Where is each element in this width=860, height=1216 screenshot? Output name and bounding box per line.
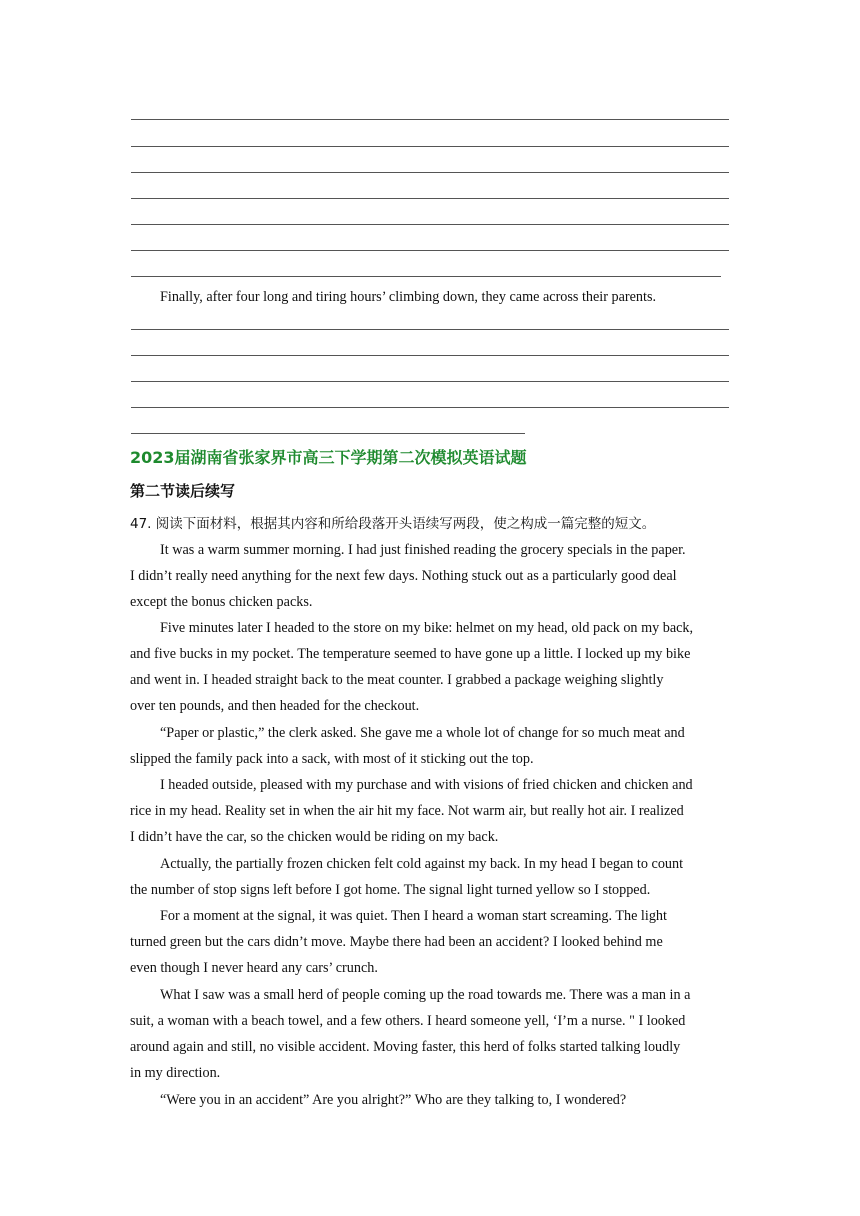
passage-line: For a moment at the signal, it was quiet. Then I heard a woman start screaming. The light	[160, 908, 667, 924]
question-instruction: 47. 阅读下面材料，根据其内容和所给段落开头语续写两段，使之构成一篇完整的短文。	[130, 516, 656, 532]
answer-line	[131, 433, 525, 434]
passage-line: and five bucks in my pocket. The temperature seemed to have gone up a little. I locked up my bike	[130, 646, 691, 662]
answer-line	[131, 224, 729, 225]
answer-line	[131, 329, 729, 330]
section-heading: 第二节读后续写	[130, 482, 236, 500]
passage-line: Actually, the partially frozen chicken felt cold against my back. In my head I began to count	[160, 856, 684, 872]
passage-line: I didn’t really need anything for the next few days. Nothing stuck out as a particularly good deal	[130, 568, 677, 584]
passage-line: and went in. I headed straight back to the meat counter. I grabbed a package weighing slightly	[130, 672, 664, 688]
answer-line	[131, 250, 729, 251]
passage-line: “Paper or plastic,” the clerk asked. She gave me a whole lot of change for so much meat and	[160, 725, 685, 741]
passage-line: except the bonus chicken packs.	[130, 594, 313, 610]
answer-line	[131, 355, 729, 356]
answer-line	[131, 276, 721, 277]
passage-line: in my direction.	[130, 1065, 221, 1081]
answer-line	[131, 407, 729, 408]
continuation-prompt: Finally, after four long and tiring hours’ climbing down, they came across their parents.	[160, 289, 657, 305]
answer-line	[131, 198, 729, 199]
passage-line: I didn’t have the car, so the chicken would be riding on my back.	[130, 829, 499, 845]
answer-line	[131, 119, 729, 120]
passage-line: slipped the family pack into a sack, with most of it sticking out the top.	[130, 751, 534, 767]
passage-line: even though I never heard any cars’ crunch.	[130, 960, 378, 976]
exam-title: 2023届湖南省张家界市高三下学期第二次模拟英语试题	[130, 448, 527, 467]
passage-line: It was a warm summer morning. I had just finished reading the grocery specials in the paper.	[160, 542, 686, 558]
passage-line: rice in my head. Reality set in when the air hit my face. Not warm air, but really hot air. I realized	[130, 803, 684, 819]
passage-line: suit, a woman with a beach towel, and a few others. I heard someone yell, ‘I’m a nurse. " I looked	[130, 1013, 686, 1029]
answer-line	[131, 146, 729, 147]
passage-line: over ten pounds, and then headed for the checkout.	[130, 698, 420, 714]
answer-line	[131, 381, 729, 382]
passage-line: “Were you in an accident” Are you alright?” Who are they talking to, I wondered?	[160, 1092, 627, 1108]
passage-line: the number of stop signs left before I got home. The signal light turned yellow so I stopped.	[130, 882, 651, 898]
passage-line: I headed outside, pleased with my purchase and with visions of fried chicken and chicken and	[160, 777, 693, 793]
passage-line: What I saw was a small herd of people coming up the road towards me. There was a man in a	[160, 987, 691, 1003]
passage-line: around again and still, no visible accident. Moving faster, this herd of folks started talking loudly	[130, 1039, 681, 1055]
passage-line: turned green but the cars didn’t move. Maybe there had been an accident? I looked behind me	[130, 934, 663, 950]
passage-line: Five minutes later I headed to the store on my bike: helmet on my head, old pack on my back,	[160, 620, 694, 636]
answer-line	[131, 172, 729, 173]
